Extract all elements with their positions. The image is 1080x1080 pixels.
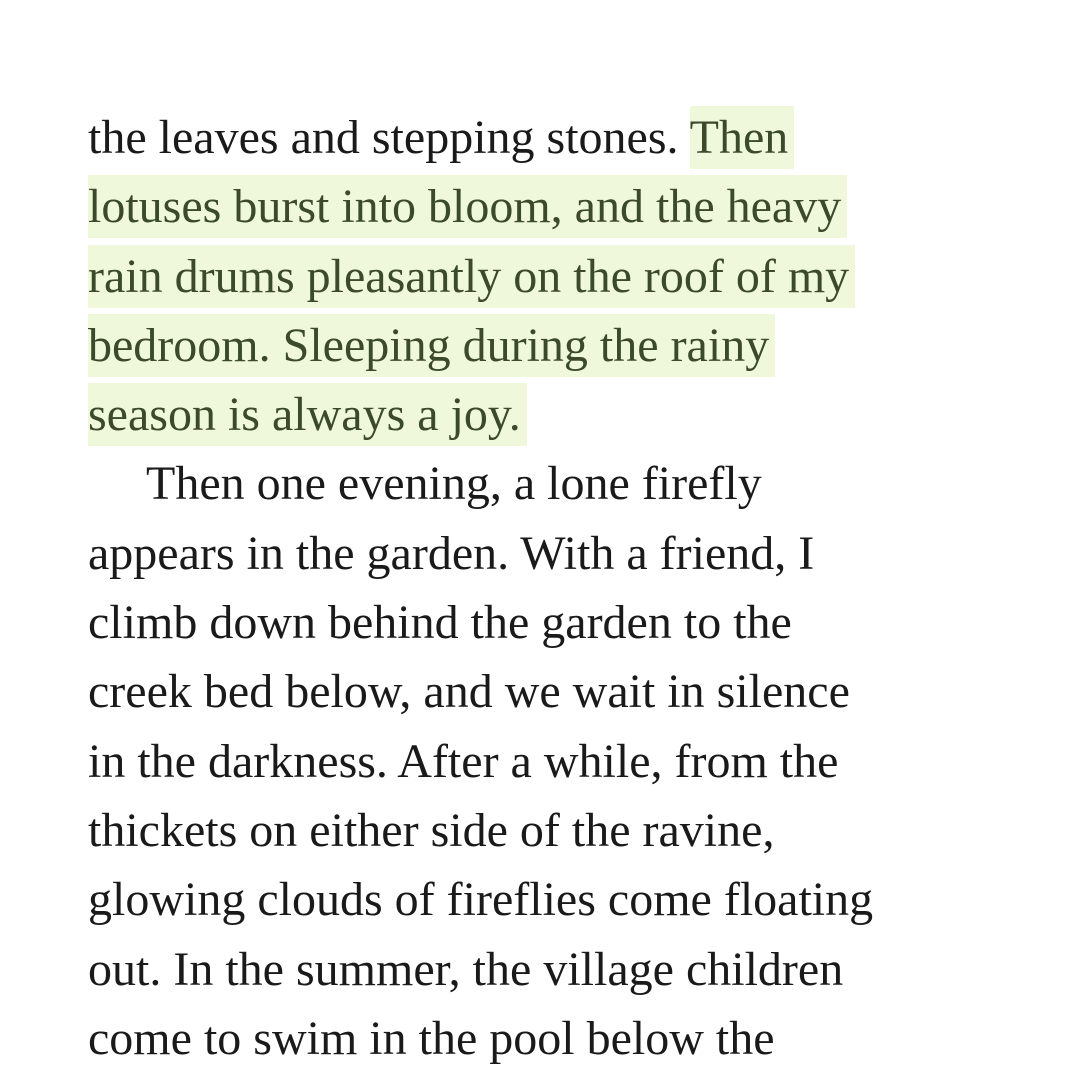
book-text[interactable] <box>88 103 1048 1073</box>
highlighted-text[interactable]: Then <box>690 106 795 169</box>
line-text: appears in the garden. With a friend, I <box>88 526 815 580</box>
text-line <box>88 727 1048 796</box>
line-text: come to swim in the pool below the <box>88 1011 775 1065</box>
line-text: in the darkness. After a while, from the <box>88 734 839 788</box>
highlighted-text[interactable]: lotuses burst into bloom, and the heavy <box>88 175 847 238</box>
highlighted-text[interactable]: bedroom. Sleeping during the rainy <box>88 314 775 377</box>
text-line <box>88 519 1048 588</box>
text-line <box>88 1004 1048 1073</box>
text-line <box>88 796 1048 865</box>
text-line <box>88 380 1048 449</box>
text-line <box>88 311 1048 380</box>
line-text: glowing clouds of fireflies come floating <box>88 873 874 927</box>
highlighted-text[interactable]: season is always a joy. <box>88 383 527 446</box>
line-text: thickets on either side of the ravine, <box>88 803 775 857</box>
paragraph-start-line <box>88 449 1048 518</box>
text-line <box>88 935 1048 1004</box>
text-line <box>88 172 1048 241</box>
line-text: climb down behind the garden to the <box>88 596 792 650</box>
text-line <box>88 242 1048 311</box>
line-text: the leaves and stepping stones. <box>88 111 690 164</box>
line-text: out. In the summer, the village children <box>88 942 844 996</box>
line-text: Then one evening, a lone firefly <box>146 457 762 511</box>
text-line <box>88 865 1048 934</box>
highlighted-text[interactable]: rain drums pleasantly on the roof of my <box>88 245 855 308</box>
line-text: creek bed below, and we wait in silence <box>88 665 850 719</box>
text-line <box>88 588 1048 657</box>
text-line <box>88 103 1048 172</box>
text-line <box>88 657 1048 726</box>
